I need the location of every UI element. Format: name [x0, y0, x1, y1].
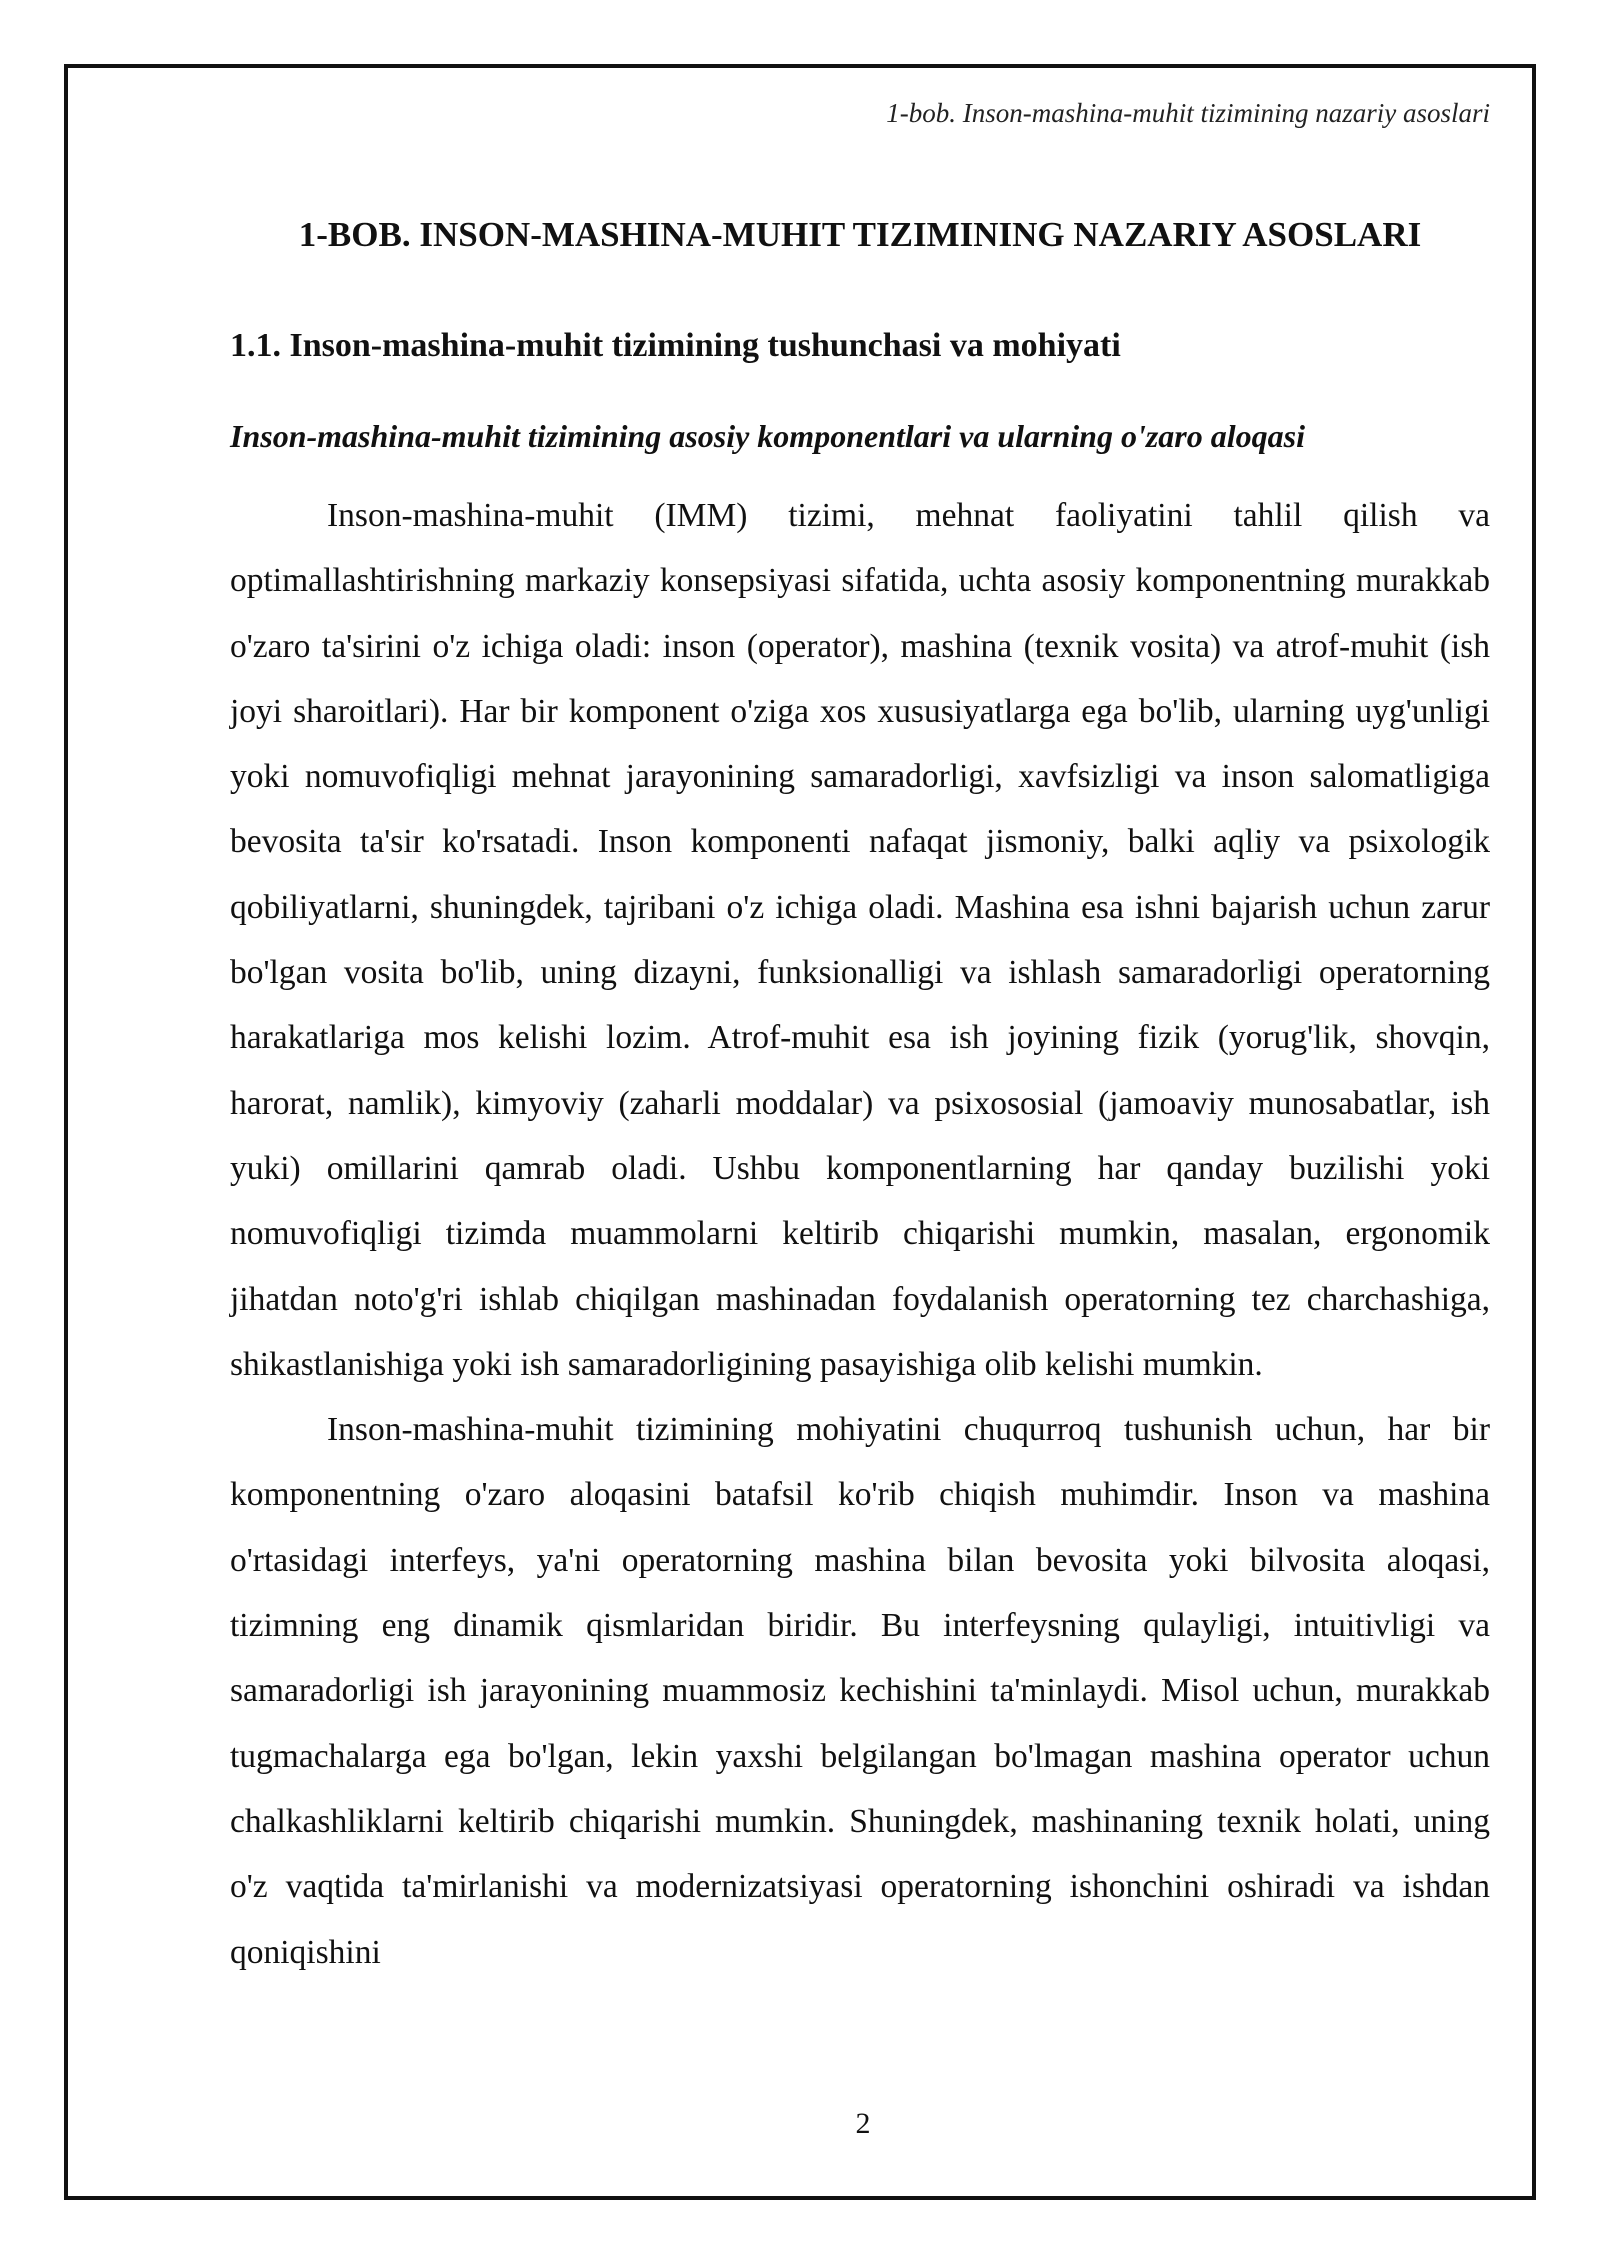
chapter-title: 1-BOB. INSON-MASHINA-MUHIT TIZIMINING NAZARIY ASOSLARI: [298, 215, 1422, 254]
page-number: 2: [855, 2107, 871, 2140]
paragraph-1: Inson-mashina-muhit (IMM) tizimi, mehnat faoliyatini tahlil qilish va optimallashtirishning markaziy konsepsiyasi sifatida, uchta asosiy komponentning murakkab o'zaro ta'sirini o'z ichiga oladi: inson (operator), mashina (texnik vosita) va atrof-muhit (ish joyi sharoitlari). Har bir komponent o'ziga xos xususiyatlarga ega bo'lib, ularning uyg'unligi yoki nomuvofiqligi mehnat jarayonining samaradorligi, xavfsizligi va inson salomatligiga bevosita ta'sir ko'rsatadi. Inson komponenti nafaqat jismoniy, balki aqliy va psixologik qobiliyatlarni, shuningdek, tajribani o'z ichiga oladi. Mashina esa ishni bajarish uchun zarur bo'lgan vosita bo'lib, uning dizayni, funksionalligi va ishlash samaradorligi operatorning harakatlariga mos kelishi lozim. Atrof-muhit esa ish joyining fizik (yorug'lik, shovqin, harorat, namlik), kimyoviy (zaharli moddalar) va psixososial (jamoaviy munosabatlar, ish yuki) omillarini qamrab oladi. Ushbu komponentlarning har qanday buzilishi yoki nomuvofiqligi tizimda muammolarni keltirib chiqarishi mumkin, masalan, ergonomik jihatdan noto'g'ri ishlab chiqilgan mashinadan foydalanish operatorning tez charchashiga, shikastlanishiga yoki ish samaradorligining pasayishiga olib kelishi mumkin.: [230, 497, 1490, 1383]
subsection-title: Inson-mashina-muhit tizimining asosiy komponentlari va ularning o'zaro aloqasi: [230, 418, 1305, 454]
paragraph-2: Inson-mashina-muhit tizimining mohiyatini chuqurroq tushunish uchun, har bir komponentning o'zaro aloqasini batafsil ko'rib chiqish muhimdir. Inson va mashina o'rtasidagi interfeys, ya'ni operatorning mashina bilan bevosita yoki bilvosita aloqasi, tizimning eng dinamik qismlaridan biridir. Bu interfeysning qulayligi, intuitivligi va samaradorligi ish jarayonining muammosiz kechishini ta'minlaydi. Misol uchun, murakkab tugmachalarga ega bo'lgan, lekin yaxshi belgilangan bo'lmagan mashina operator uchun chalkashliklarni keltirib chiqarishi mumkin. Shuningdek, mashinaning texnik holati, uning o'z vaqtida ta'mirlanishi va modernizatsiyasi operatorning ishonchini oshiradi va ishdan qoniqishini: [230, 1411, 1490, 1971]
section-title: 1.1. Inson-mashina-muhit tizimining tushunchasi va mohiyati: [230, 327, 1121, 364]
running-header: 1-bob. Inson-mashina-muhit tizimining nazariy asoslari: [886, 98, 1490, 128]
body-text: [230, 483, 1490, 1985]
